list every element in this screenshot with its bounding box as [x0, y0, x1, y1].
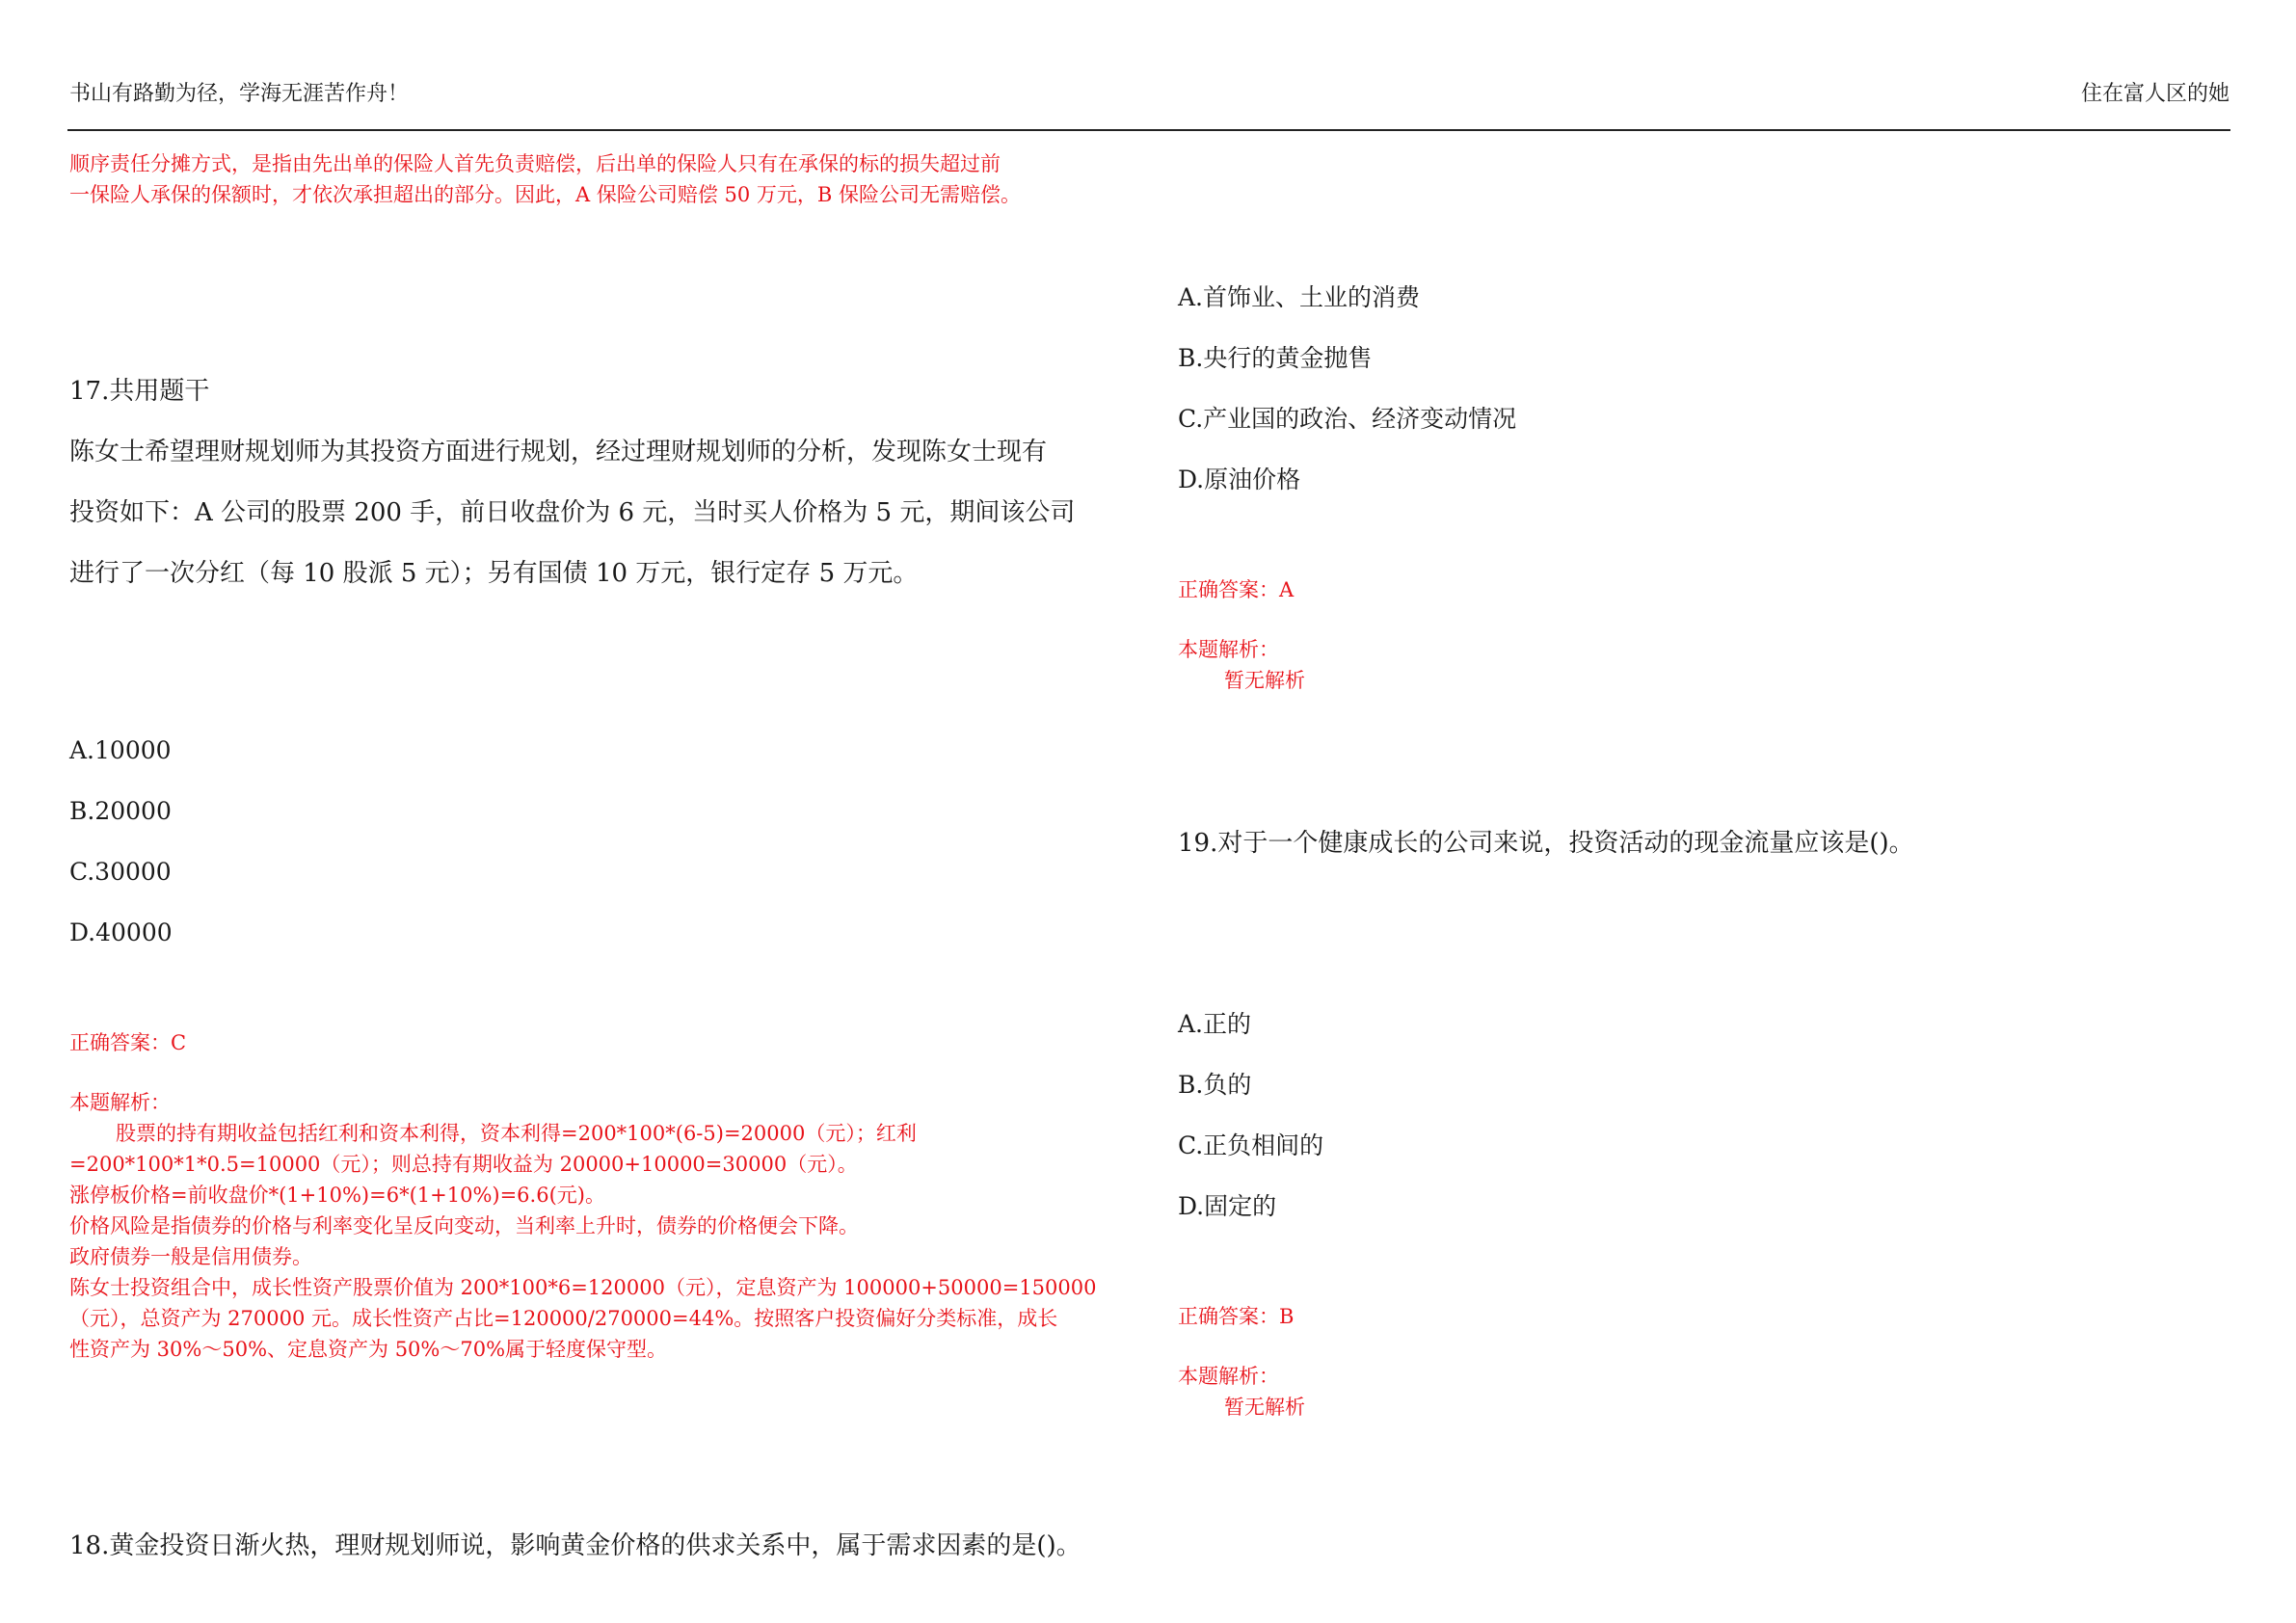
analysis-line: （元），总资产为 270000 元。成长性资产占比=120000/270000=44%。按照客户投资偏好分类标准，成长 — [69, 1307, 1058, 1330]
analysis-label: 本题解析： — [1178, 1365, 1279, 1388]
option-a: A.10000 — [69, 736, 172, 764]
analysis-line: 陈女士投资组合中，成长性资产股票价值为 200*100*6=120000（元），定息资产为 100000+50000=150000 — [69, 1276, 1097, 1299]
analysis-line: =200*100*1*0.5=10000（元）；则总持有期收益为 20000+10000=30000（元）。 — [69, 1153, 858, 1176]
q19-option-b: B.负的 — [1178, 1071, 1252, 1099]
q19-option-a: A.正的 — [1178, 1010, 1252, 1038]
answer-18: 正确答案：A — [1178, 578, 1295, 601]
analysis-label: 本题解析： — [1178, 638, 1279, 661]
option-c: C.30000 — [69, 858, 172, 886]
analysis-label: 本题解析： — [69, 1091, 171, 1114]
q18-option-d: D.原油价格 — [1178, 466, 1301, 493]
question-stem-line: 陈女士希望理财规划师为其投资方面进行规划，经过理财规划师的分析，发现陈女士现有 — [69, 438, 1048, 466]
analysis-line: 涨停板价格=前收盘价*(1+10%)=6*(1+10%)=6.6(元)。 — [69, 1184, 605, 1207]
analysis-line: 股票的持有期收益包括红利和资本利得，资本利得=200*100*(6-5)=20000（元）；红利 — [116, 1122, 917, 1145]
header-author: 住在富人区的她 — [2080, 82, 2229, 106]
q18-option-b: B.央行的黄金抛售 — [1178, 344, 1373, 372]
q18-option-a: A.首饰业、土业的消费 — [1178, 283, 1421, 311]
option-b: B.20000 — [69, 797, 172, 825]
option-d: D.40000 — [69, 918, 173, 946]
question-19-title: 19.对于一个健康成长的公司来说，投资活动的现金流量应该是()。 — [1178, 829, 1914, 858]
q18-option-c: C.产业国的政治、经济变动情况 — [1178, 405, 1517, 433]
analysis-line: 政府债券一般是信用债券。 — [69, 1245, 312, 1268]
question-17 — [69, 361, 1159, 604]
analysis-17 — [69, 1087, 1159, 1365]
header-motto: 书山有路勤为径，学海无涯苦作舟！ — [69, 82, 410, 106]
prev-explanation — [69, 148, 1149, 210]
question-stem-line: 进行了一次分红（每 10 股派 5 元）；另有国债 10 万元，银行定存 5 万元。 — [69, 559, 919, 588]
analysis-line: 暂无解析 — [1224, 1396, 1305, 1419]
analysis-18 — [1178, 634, 1305, 696]
question-title: 17.共用题干 — [69, 377, 210, 406]
analysis-line: 性资产为 30%～50%、定息资产为 50%～70%属于轻度保守型。 — [69, 1338, 668, 1361]
header-divider — [67, 129, 2230, 131]
answer-19: 正确答案：B — [1178, 1305, 1295, 1328]
analysis-19 — [1178, 1361, 1305, 1423]
question-stem-line: 投资如下：A 公司的股票 200 手，前日收盘价为 6 元，当时买人价格为 5 元，期间该公司 — [69, 498, 1076, 527]
q19-option-d: D.固定的 — [1178, 1192, 1277, 1220]
explanation-line: 顺序责任分摊方式，是指由先出单的保险人首先负责赔偿，后出单的保险人只有在承保的标的损失超过前 — [69, 152, 1001, 175]
answer-17: 正确答案：C — [69, 1031, 187, 1054]
explanation-line: 一保险人承保的保额时，才依次承担超出的部分。因此，A 保险公司赔偿 50 万元，B 保险公司无需赔偿。 — [69, 183, 1022, 206]
analysis-line: 价格风险是指债券的价格与利率变化呈反向变动，当利率上升时，债券的价格便会下降。 — [69, 1214, 859, 1237]
analysis-line: 暂无解析 — [1224, 669, 1305, 692]
q19-option-c: C.正负相间的 — [1178, 1131, 1324, 1159]
question-18-title: 18.黄金投资日渐火热，理财规划师说，影响黄金价格的供求关系中，属于需求因素的是()。 — [69, 1531, 1081, 1560]
